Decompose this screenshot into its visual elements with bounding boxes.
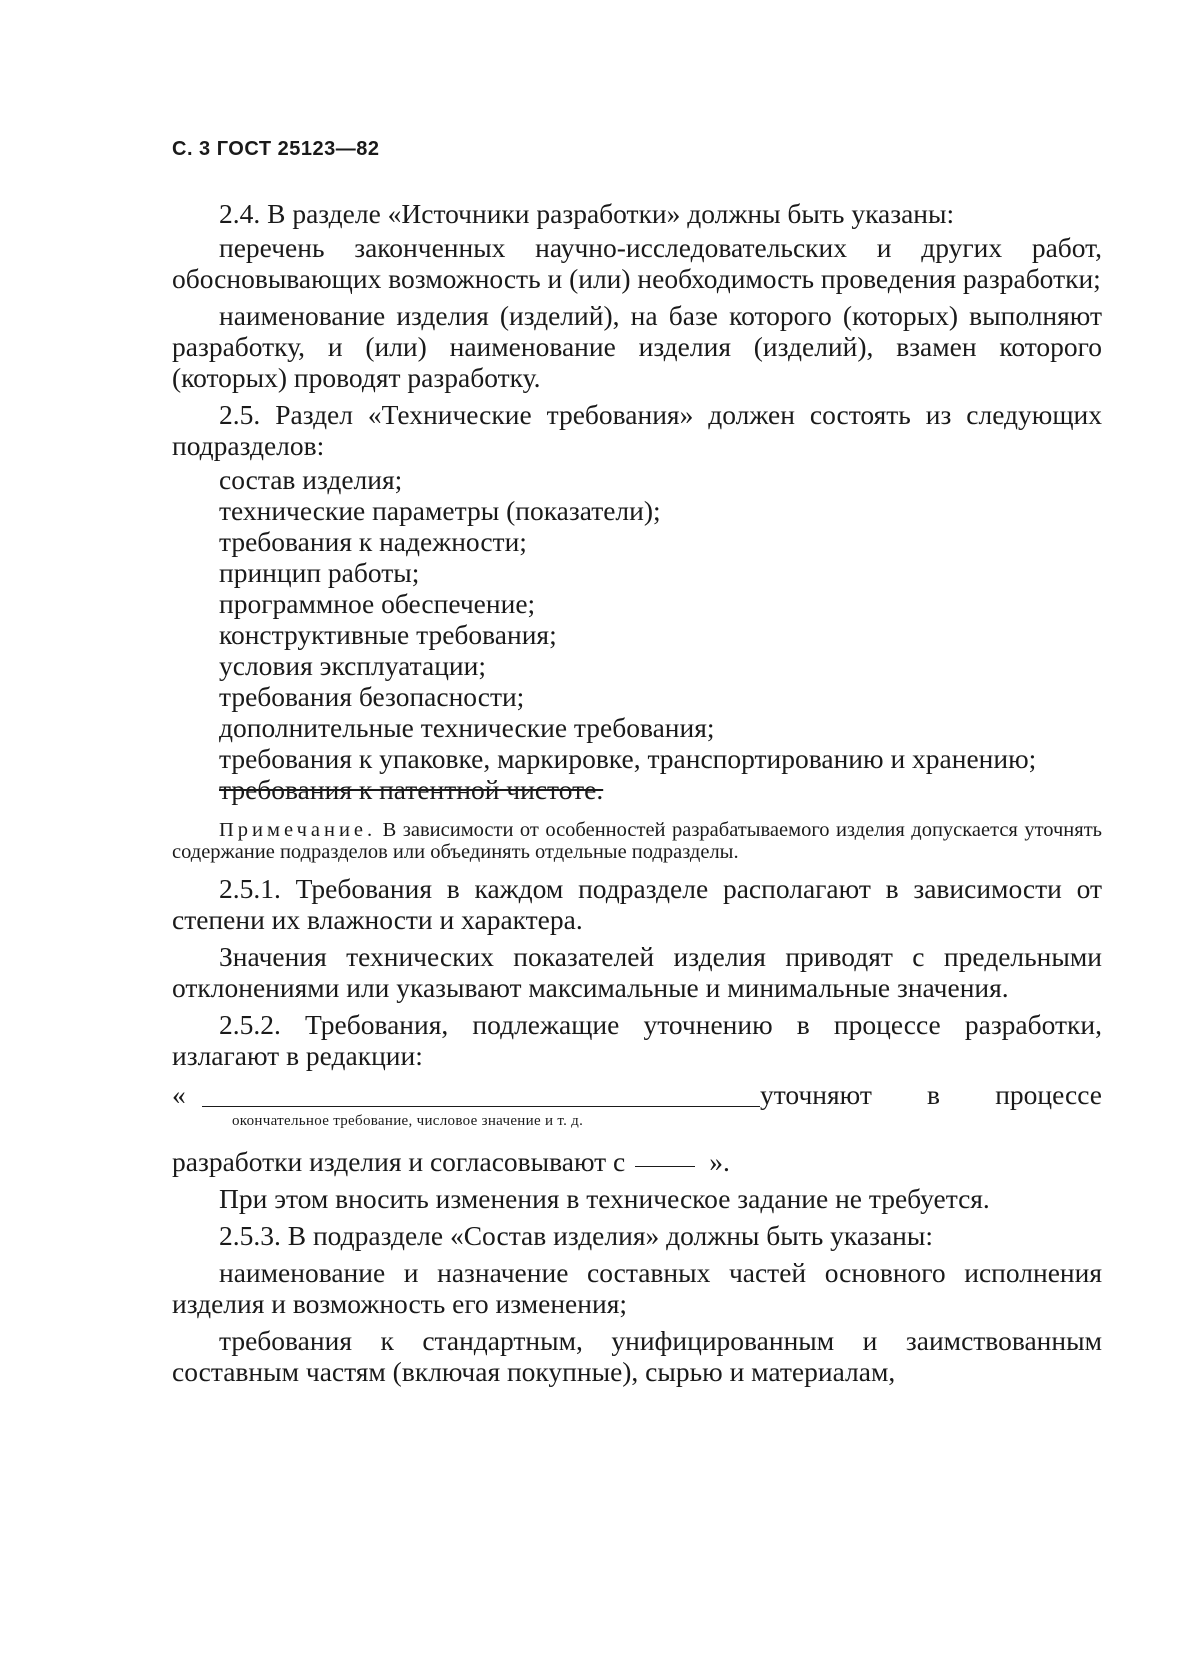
section-2-5-2-after: При этом вносить изменения в техническое задание не требуется.	[219, 1183, 990, 1214]
note	[172, 819, 1102, 863]
section-2-5-1-p2: Значения технических показателей изделия приводят с предельными отклонениями или указывают максимальные и минимальные значения.	[172, 941, 1102, 1003]
quote-close-mark: ».	[709, 1146, 730, 1177]
document-page	[172, 138, 1102, 1390]
list-item-struck	[172, 774, 1102, 805]
section-2-4-item-1: перечень законченных научно-исследовательских и других работ, обосновывающих возможность и (или) необходимость проведения разработки;	[172, 232, 1102, 294]
list-item: требования к упаковке, маркировке, транспортированию и хранению;	[219, 743, 1037, 774]
list-item: требования к надежности;	[219, 526, 527, 557]
list-item: технические параметры (показатели);	[219, 495, 661, 526]
quote-line-2-text: разработки изделия и согласовывают с	[172, 1146, 626, 1177]
section-2-5-intro: 2.5. Раздел «Технические требования» должен состоять из следующих подразделов:	[172, 399, 1102, 461]
quote-line-2	[172, 1146, 1102, 1177]
section-2-4-item-2: наименование изделия (изделий), на базе которого (которых) выполняют разработку, и (или) наименование изделия (изделий), взамен которого (которых) проводят разработку.	[172, 300, 1102, 393]
list-item: дополнительные технические требования;	[219, 712, 715, 743]
section-2-5-3-intro: 2.5.3. В подразделе «Состав изделия» должны быть указаны:	[219, 1220, 933, 1251]
list-item: принцип работы;	[219, 557, 420, 588]
list-item: требования безопасности;	[219, 681, 525, 712]
quote-tail: уточняют в процессе	[760, 1079, 1102, 1110]
section-2-5-3-item-1: наименование и назначение составных частей основного исполнения изделия и возможность его изменения;	[172, 1257, 1102, 1319]
page-header: С. 3 ГОСТ 25123—82	[172, 138, 380, 160]
quote-open-mark: «	[172, 1079, 186, 1110]
section-2-5-2-intro: 2.5.2. Требования, подлежащие уточнению в процессе разработки, излагают в редакции:	[172, 1009, 1102, 1071]
quote-template-row	[172, 1079, 1102, 1112]
blank-caption: окончательное требование, числовое значение и т. д.	[232, 1113, 584, 1129]
section-2-4-intro: 2.4. В разделе «Источники разработки» должны быть указаны:	[219, 198, 955, 229]
list-item: состав изделия;	[219, 464, 403, 495]
list-item: условия эксплуатации;	[219, 650, 487, 681]
section-2-5-3-item-2: требования к стандартным, унифицированным и заимствованным составным частям (включая покупные), сырью и материалам,	[172, 1325, 1102, 1387]
subsection-list	[172, 464, 1102, 805]
inline-blank	[635, 1166, 695, 1167]
list-item: конструктивные требования;	[219, 619, 557, 650]
list-item: программное обеспечение;	[219, 588, 536, 619]
note-label: Примечание.	[219, 819, 377, 841]
blank-line	[202, 1106, 760, 1107]
note-text: В зависимости от особенностей разрабатываемого изделия допускается уточнять содержание подразделов или объединять отдельные подразделы.	[172, 819, 1103, 863]
section-2-5-1-p1: 2.5.1. Требования в каждом подразделе располагают в зависимости от степени их влажности и характера.	[172, 873, 1102, 935]
struck-text: требования к патентной чистоте.	[219, 774, 604, 805]
